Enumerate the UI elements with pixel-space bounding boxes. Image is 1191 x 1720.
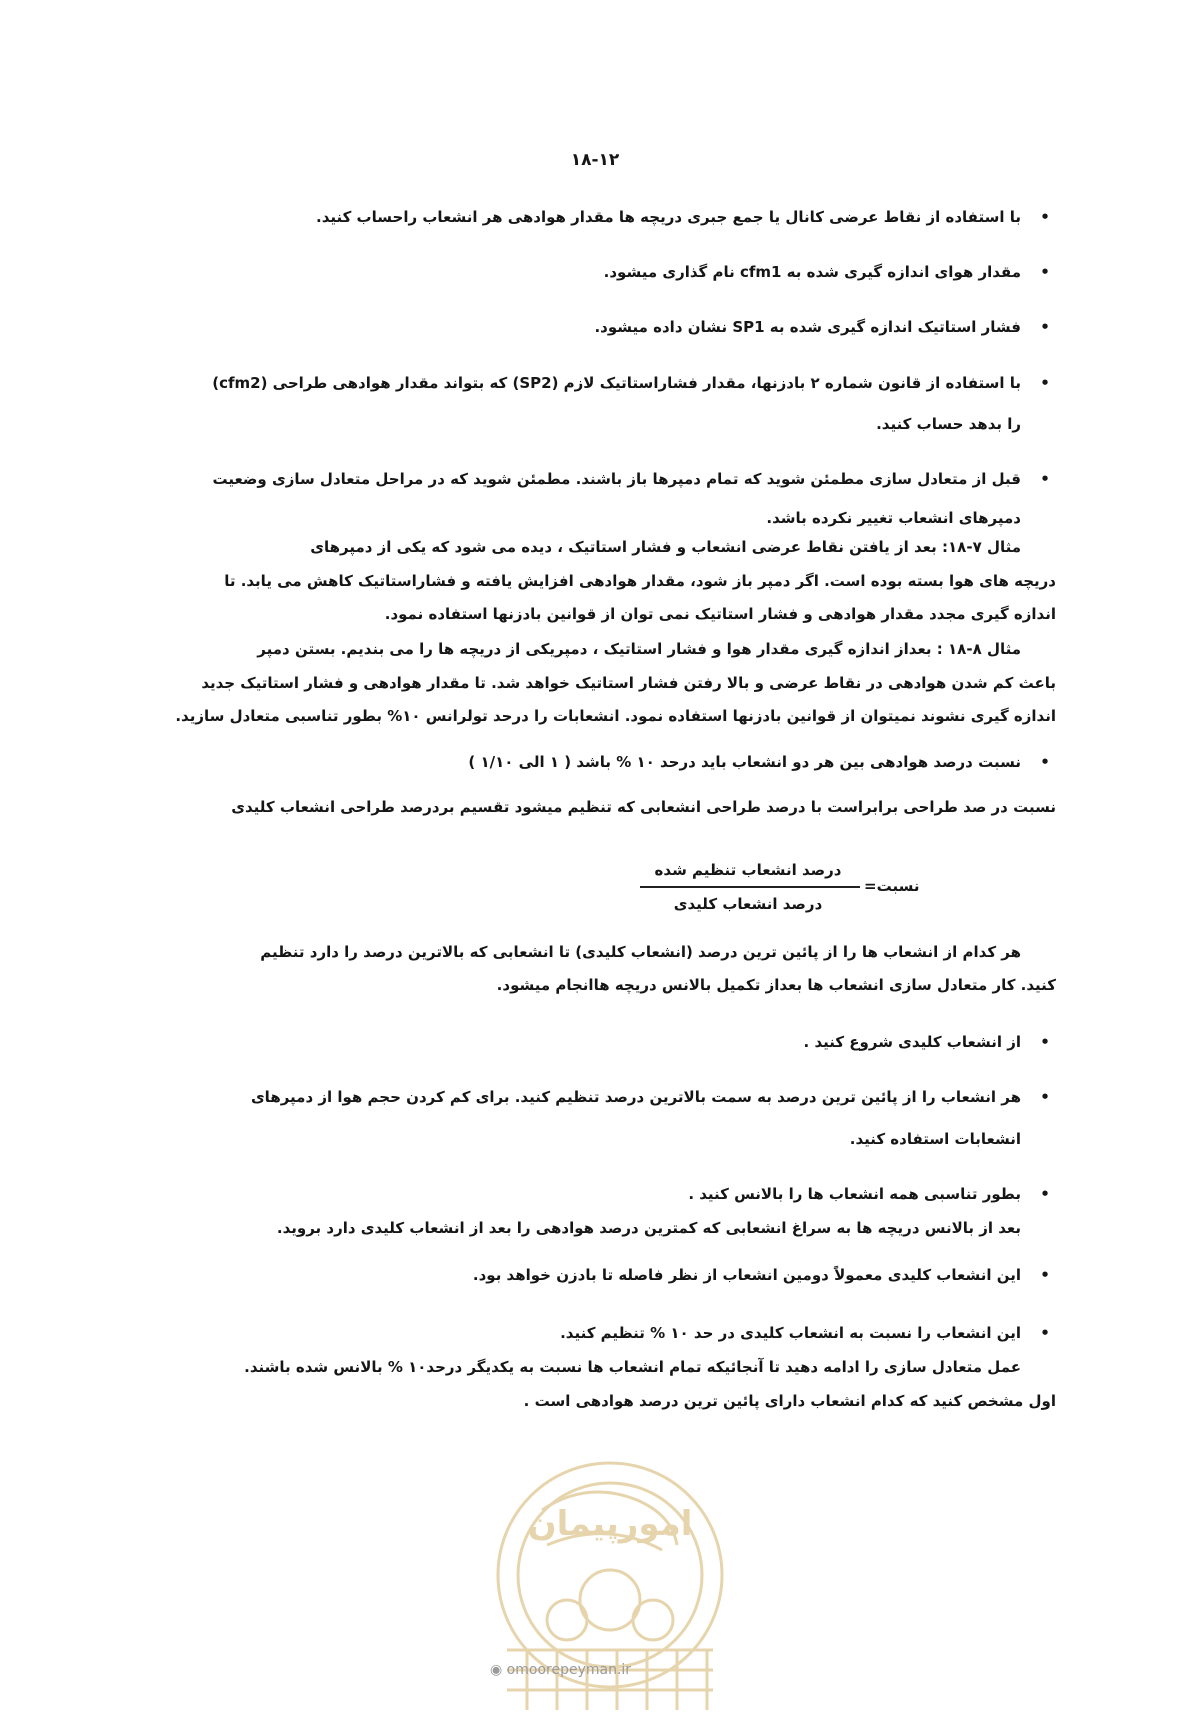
paragraph-2-line-2: کنید. کار متعادل سازی انشعاب ها بعداز تکمیل بالانس دریچه هاانجام میشود. xyxy=(496,976,1056,994)
equals-sign: = xyxy=(864,877,877,895)
paragraph-3: بعد از بالانس دریچه ها به سراغ انشعابی که کمترین درصد هوادهی را بعد از انشعاب کلیدی دارد بروید. xyxy=(276,1219,1021,1237)
fraction-bar xyxy=(640,886,860,888)
example-8-line-1: مثال ۸-۱۸ : بعداز اندازه گیری مقدار هوا و فشار استاتیک ، دمپریکی از دریچه ها را می بندیم. بستن دمپر xyxy=(257,640,1021,658)
paragraph-4-line-1: عمل متعادل سازی را ادامه دهید تا آنجائیکه تمام انشعاب ها نسبت به یکدیگر درحد۱۰ % بالانس شده باشند. xyxy=(244,1358,1021,1376)
bullet-icon: • xyxy=(1040,753,1050,771)
bullet-icon: • xyxy=(1040,1185,1050,1203)
bullet-text-7: از انشعاب کلیدی شروع کنید . xyxy=(803,1033,1021,1051)
bullet-icon: • xyxy=(1040,1033,1050,1051)
bullet-icon: • xyxy=(1040,1266,1050,1284)
bullet-text-8-line-2: انشعابات استفاده کنید. xyxy=(849,1130,1021,1148)
ratio-definition: نسبت در صد طراحی برابراست با درصد طراحی انشعابی که تنظیم میشود تقسیم بردرصد طراحی انشعاب کلیدی xyxy=(231,798,1056,816)
bullet-text-10: این انشعاب کلیدی معمولاً دومین انشعاب از نظر فاصله تا بادزن خواهد بود. xyxy=(472,1266,1021,1284)
example-7-line-1: مثال ۷-۱۸: بعد از یافتن نقاط عرضی انشعاب و فشار استاتیک ، دیده می شود که یکی از دمپرهای xyxy=(310,538,1021,556)
paragraph-4-line-2: اول مشخص کنید که کدام انشعاب دارای پائین ترین درصد هوادهی است . xyxy=(523,1392,1056,1410)
formula-lhs-label: نسبت xyxy=(876,877,920,895)
example-7-line-2: دریچه های هوا بسته بوده است. اگر دمپر باز شود، مقدار هوادهی افزایش یافته و فشاراستاتیک کاهش می یابد. تا xyxy=(224,572,1056,590)
bullet-icon: • xyxy=(1040,318,1050,336)
website-icon: ◉ xyxy=(490,1662,503,1678)
example-8-line-2: باعث کم شدن هوادهی در نقاط عرضی و بالا رفتن فشار استاتیک خواهد شد. تا مقدار هوادهی و فشار استاتیک جدید xyxy=(201,674,1056,692)
paragraph-2-line-1: هر کدام از انشعاب ها را از پائین ترین درصد (انشعاب کلیدی) تا انشعابی که بالاترین درصد را دارد تنظیم xyxy=(260,943,1021,961)
bullet-text-5-line-2: دمپرهای انشعاب تغییر نکرده باشد. xyxy=(766,509,1021,527)
bullet-icon: • xyxy=(1040,470,1050,488)
bullet-text-6: نسبت درصد هوادهی بین هر دو انشعاب باید درحد ۱۰ % باشد ( ۱ الی ۱/۱۰ ) xyxy=(468,753,1021,771)
bullet-icon: • xyxy=(1040,263,1050,281)
bullet-text-1: با استفاده از نقاط عرضی کانال یا جمع جبری دریچه ها مقدار هوادهی هر انشعاب راحساب کنید. xyxy=(316,208,1021,226)
bullet-text-2: مقدار هوای اندازه گیری شده به cfm1 نام گذاری میشود. xyxy=(603,263,1021,281)
example-8-line-3: اندازه گیری نشوند نمیتوان از قوانین بادزنها استفاده نمود. انشعابات را درحد تولرانس ۱۰% بطور تناسبی متعادل سازید. xyxy=(175,707,1056,725)
ratio-formula xyxy=(620,855,940,925)
formula-lhs xyxy=(860,871,919,901)
bullet-icon: • xyxy=(1040,208,1050,226)
website-footer xyxy=(490,1662,631,1678)
bullet-text-5-line-1: قبل از متعادل سازی مطمئن شوید که تمام دمپرها باز باشند. مطمئن شوید که در مراحل متعادل سازی وضعیت xyxy=(212,470,1021,488)
watermark-text: امورپیمان xyxy=(527,1504,693,1544)
bullet-icon: • xyxy=(1040,1324,1050,1342)
bullet-text-9: بطور تناسبی همه انشعاب ها را بالانس کنید . xyxy=(688,1185,1021,1203)
example-7-line-3: اندازه گیری مجدد مقدار هوادهی و فشار استاتیک نمی توان از قوانین بادزنها استفاده نمود. xyxy=(384,605,1056,623)
page-number: ۱۸-۱۲ xyxy=(570,150,620,170)
bullet-icon: • xyxy=(1040,1088,1050,1106)
bullet-text-3: فشار استاتیک اندازه گیری شده به SP1 نشان داده میشود. xyxy=(594,318,1021,336)
bullet-text-4-line-2: را بدهد حساب کنید. xyxy=(876,415,1021,433)
bullet-text-4-line-1: با استفاده از قانون شماره ۲ بادزنها، مقدار فشاراستاتیک لازم (SP2) که بتواند مقدار هوادهی طراحی (cfm2) xyxy=(212,374,1021,392)
formula-numerator: درصد انشعاب تنظیم شده xyxy=(654,861,842,879)
watermark-logo xyxy=(487,1450,733,1720)
formula-denominator: درصد انشعاب کلیدی xyxy=(673,895,823,913)
bullet-text-8-line-1: هر انشعاب را از پائین ترین درصد به سمت بالاترین درصد تنظیم کنید. برای کم کردن حجم هوا از دمپرهای xyxy=(250,1088,1021,1106)
website-url: omoorepeyman.ir xyxy=(506,1662,632,1678)
bullet-text-11: این انشعاب را نسبت به انشعاب کلیدی در حد ۱۰ % تنظیم کنید. xyxy=(560,1324,1021,1342)
bullet-icon: • xyxy=(1040,374,1050,392)
